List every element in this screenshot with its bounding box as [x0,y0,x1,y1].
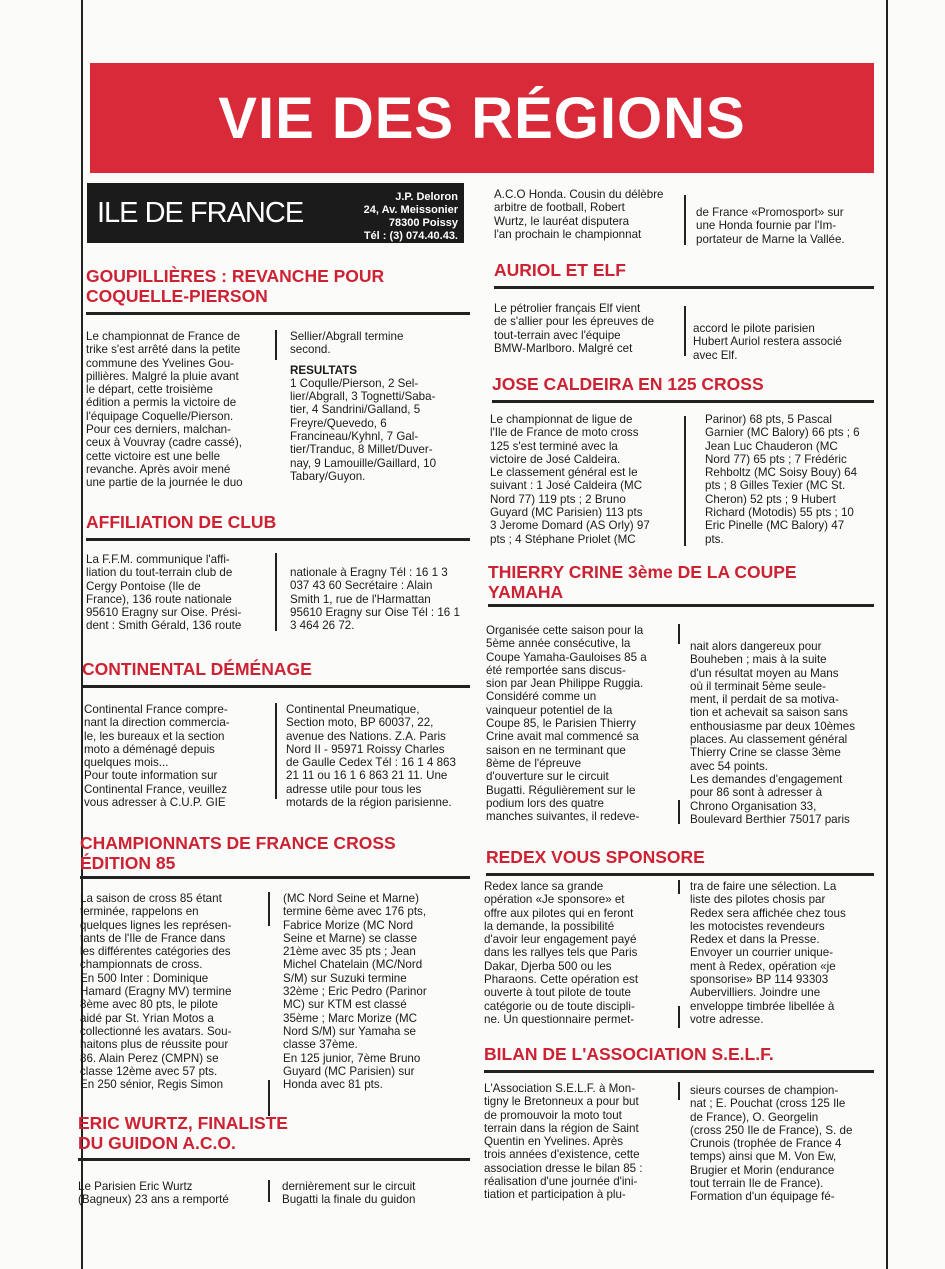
article-title-caldeira: JOSE CALDEIRA EN 125 CROSS [492,374,764,394]
article-title-self: BILAN DE L'ASSOCIATION S.E.L.F. [484,1044,774,1064]
column-separator [275,553,277,631]
region-name: ILE DE FRANCE [97,197,304,229]
paragraph: Le championnat de France de trike s'est arrêté dans la petite commune des Yvelines Gou- pillières. Malgré la pluie avant le départ, cette troisième édition a permis la victoire de l'équipage Coquelle/Pierson. Pour ces derniers, malchan- ceux à Vouvray (cadre cassé), cette victoire est une belle revanche. Après avoir mené une partie de la journée le duo [86,330,243,490]
contact-street: 24, Av. Meissonier [363,204,458,216]
paragraph: de France «Promosport» sur une Honda fournie par l'Im- portateur de Marne la Vallée. [696,206,845,246]
article-text-continental-col2 [286,703,472,809]
section-banner [90,63,874,173]
results-list: 1 Coqulle/Pierson, 2 Sel- lier/Abgrall, 3 Tognetti/Saba- tier, 4 Sandrini/Galland, 5 Freyre/Quevedo, 6 Francineau/Kyhnl, 7 Gal- tier/Tranduc, 8 Millet/Duver- nay, 9 Lamouille/Gaillard, 10 Tabary/Guyon. [290,376,437,483]
paragraph: sieurs courses de champion- nat ; E. Pouchat (cross 125 Ile de France), O. Georgelin (cross 250 Ile de France), S. de Crunois (trophée de France 4 temps) ainsi que M. Von Ew, Brugier et Morin (endurance tout terrain Ile de France). Formation d'un équipage fé- [690,1084,853,1204]
article-text-redex-col2 [690,880,876,1026]
title-rule [86,538,470,541]
paragraph: Sellier/Abgrall termine second. [290,330,404,357]
article-text-goupillieres-col2 [290,330,472,483]
paragraph: (MC Nord Seine et Marne) termine 6ème avec 176 pts, Fabrice Morize (MC Nord Seine et Marne) se classe 21ème avec 35 pts ; Jean Michel Chatelain (MC/Nord S/M) sur Suzuki termine 32ème ; Eric Pedro (Parinor MC) sur KTM est classé 35ème ; Marc Morize (MC Nord S/M) sur Yamaha se classe 37ème. En 125 junior, 7ème Bruno Guyard (MC Parisien) sur Honda avec 81 pts. [283,892,427,1092]
paragraph: Le championnat de ligue de l'Ile de France de moto cross 125 s'est terminé avec la victoire de José Caldeira. Le classement général est le suivant : 1 José Caldeira (MC Nord 77) 119 pts ; 2 Bruno Guyard (MC Parisien) 113 pts 3 Jerome Domard (AS Orly) 97 pts ; 4 Stéphane Priolet (MC [490,413,650,546]
article-text-crine-col2 [690,640,876,826]
article-text-caldeira-col1 [490,413,680,546]
paragraph: Continental France compre- nant la direction commercia- le, les bureaux et la section moto a déménagé depuis quelques mois... Pour toute information sur Continental France, veuillez vous adresser à C.U.P. GIE [84,703,230,810]
column-separator [684,416,686,546]
column-separator [678,800,680,824]
article-text-championnats-col2 [283,892,473,1091]
paragraph: Redex lance sa grande opération «Je sponsore» et offre aux pilotes qui en feront la demande, la possibilité d'avoir leur engagement payé dans les rallyes tels que Paris Dakar, Djerba 500 ou les Pharaons. Cette opération est ouverte à tout pilote de toute catégorie ou de toute discipli- ne. Un questionnaire permet- [484,880,639,1026]
column-separator [268,892,270,926]
article-text-goupillieres-col1 [86,330,268,490]
paragraph: accord le pilote parisien Hubert Auriol restera associé avec Elf. [693,322,842,362]
article-title-crine: THIERRY CRINE 3ème DE LA COUPE YAMAHA [488,562,797,602]
article-text-crine-col1 [486,624,672,823]
article-text-auriol-col2 [693,322,875,362]
banner-title: VIE DES RÉGIONS [218,86,746,151]
article-text-championnats-col1 [80,892,260,1091]
column-separator [678,624,680,644]
paragraph: tra de faire une sélection. La liste des pilotes chosis par Redex sera affichée chez tous les motocistes revendeurs Redex et dans la Presse. Envoyer un courrier unique- ment à Redex, opération «je sponsorise» BP 114 93303 Aubervilliers. Joindre une enveloppe timbrée libellée à votre adresse. [690,880,846,1026]
right-margin-line [886,0,888,1269]
paragraph: La F.F.M. communique l'affi- liation du tout-terrain club de Cergy Pontoise (Ile de France), 136 route nationale 95610 Eragny sur Oise. Prési- dent : Smith Gérald, 136 route [86,553,242,633]
column-separator [684,195,686,245]
article-text-affiliation-col2 [290,566,472,632]
article-text-self-col1 [484,1082,674,1202]
paragraph: Le Parisien Eric Wurtz (Bagneux) 23 ans a remporté [78,1180,229,1207]
title-rule [80,876,470,879]
article-text-wurtz-col2 [282,1180,472,1207]
paragraph: A.C.O Honda. Cousin du délèbre arbitre de football, Robert Wurtz, le lauréat disputera l'an prochain le championnat [494,188,664,241]
title-rule [484,1070,874,1073]
article-text-auriol-col1 [494,302,680,355]
contact-phone: Tél : (3) 074.40.43. [363,230,458,242]
column-separator [268,1080,270,1116]
article-title-continental: CONTINENTAL DÉMÉNAGE [82,659,312,679]
paragraph: La saison de cross 85 étant terminée, rappelons en quelques lignes les représen- tants de l'Ile de France dans les différentes catégories des championnats de cross. En 500 Inter : Dominique Hamard (Eragny MV) termine 8ème avec 80 pts, le pilote aidé par St. Yrian Motos a collectionné les avatars. Sou- haitons plus de réussite pour 86. Alain Perez (CMPN) se classe 12ème avec 57 pts. En 250 sénior, Regis Simon [80,892,232,1092]
title-rule [492,400,874,403]
column-separator [268,1180,270,1202]
article-text-self-col2 [690,1084,876,1204]
paragraph: Continental Pneumatique, Section moto, BP 60037, 22, avenue des Nations. Z.A. Paris Nord II - 95971 Roissy Charles de Gaulle Cedex Tél : 16 1 4 863 21 11 ou 16 1 6 863 21 11. Une adresse utile pour tous les motards de la région parisienne. [286,703,456,810]
region-contact-address [364,191,458,243]
paragraph: Organisée cette saison pour la 5ème année consécutive, la Coupe Yamaha-Gauloises 85 a été remportée sans discus- sion par Jean Philippe Ruggia. Considéré comme un vainqueur potentiel de la Coupe 85, le Parisien Thierry Crine avait mal commencé sa saison en ne terminant que 8ème de l'épreuve d'ouverture sur le circuit Bugatti. Régulièrement sur le podium lors des quatre manches suivantes, il redeve- [486,624,647,824]
paragraph: nationale à Eragny Tél : 16 1 3 037 43 60 Secrétaire : Alain Smith 1, rue de l'Harmattan 95610 Eragny sur Oise Tél : 16 1 3 464 26 72. [290,566,460,633]
article-title-affiliation: AFFILIATION DE CLUB [86,512,277,532]
paragraph: Parinor) 68 pts, 5 Pascal Garnier (MC Balory) 66 pts ; 6 Jean Luc Chauderon (MC Nord 77) 65 pts ; 7 Frédéric Rehboltz (MC Soisy Bouy) 64 pts ; 8 Gilles Texier (MC St. Cheron) 52 pts ; 9 Hubert Richard (Motodis) 55 pts ; 10 Eric Pinelle (MC Balory) 47 pts. [705,413,860,546]
paragraph: dernièrement sur le circuit Bugatti la finale du guidon [282,1180,416,1207]
subheading-resultats: RESULTATS [290,363,357,377]
title-rule [488,604,874,607]
column-separator [678,1006,680,1028]
title-rule [86,312,470,315]
article-title-redex: REDEX VOUS SPONSORE [486,847,705,867]
article-title-championnats: CHAMPIONNATS DE FRANCE CROSS ÉDITION 85 [80,833,396,873]
article-text-continental-col1 [84,703,270,809]
column-separator [678,880,680,894]
column-separator [275,330,277,360]
paragraph: Le pétrolier français Elf vient de s'allier pour les épreuves de tout-terrain avec l'équipe BMW-Marlboro. Malgré cet [494,302,655,355]
article-text-wurtz-col1 [78,1180,263,1207]
title-rule [78,1158,470,1161]
column-separator [684,306,686,356]
article-text-affiliation-col1 [86,553,268,633]
article-title-auriol: AURIOL ET ELF [494,260,626,280]
paragraph: L'Association S.E.L.F. à Mon- tigny le Bretonneux a pour but de promouvoir la moto tout terrain dans la région de Saint Quentin en Yvelines. Après trois années d'existence, cette association dresse le bilan 85 : réalisation d'une journée d'ini- tiation et participation à plu- [484,1082,643,1202]
article-text-wurtz-cont1 [494,188,680,241]
title-rule [82,685,470,688]
contact-city: 78300 Poissy [388,217,458,229]
title-rule [494,286,874,289]
paragraph: nait alors dangereux pour Bouheben ; mais à la suite d'un résultat moyen au Mans où il terminait 5ème seule- ment, il perdait de sa motiva- tion et achevait sa saison sans enthousiasme par deux 10èmes places. Au classement général Thierry Crine se classe 3ème avec 54 points. Les demandes d'engagement pour 86 sont à adresser à Chrono Organisation 33, Boulevard Berthier 75017 paris [690,640,855,826]
article-title-goupillieres: GOUPILLIÈRES : REVANCHE POUR COQUELLE-PIERSON [86,266,385,306]
title-rule [486,873,874,876]
article-title-wurtz: ERIC WURTZ, FINALISTE DU GUIDON A.C.O. [78,1113,288,1153]
region-header [87,183,464,243]
article-text-wurtz-cont2 [696,206,876,246]
column-separator [275,703,277,799]
article-text-redex-col1 [484,880,674,1026]
contact-name: J.P. Deloron [395,191,458,203]
column-separator [678,1082,680,1100]
article-text-caldeira-col2 [705,413,877,546]
